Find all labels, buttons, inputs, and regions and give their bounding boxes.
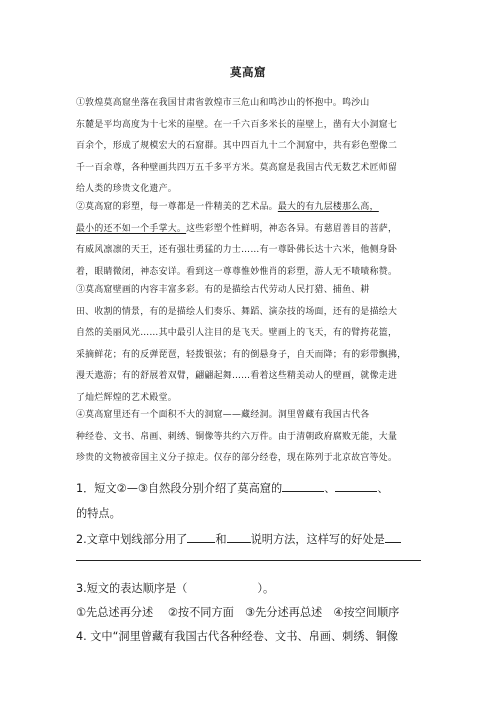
answer-blank-2c[interactable]: [385, 531, 401, 543]
paragraph-line: 自然的美丽风光……其中最引人注目的是飞天。壁画上的飞天，有的臂挎花篮，: [76, 328, 398, 338]
paragraph-line: 给人类的珍贵文化遗产。: [76, 184, 177, 194]
separator: 、: [377, 482, 389, 495]
text-segment: 这些彩塑个性鲜明，神态各异。有慈眉善目的菩萨，: [186, 223, 398, 234]
answer-blank-2a[interactable]: [187, 531, 215, 543]
page-title: 莫高窟: [230, 65, 266, 79]
paragraph-line: ④莫高窟里还有一个面积不大的洞窟——藏经洞。洞里曾藏有我国古代各: [76, 410, 370, 420]
paragraph-line: 采摘鲜花；有的反弹琵琶，轻拨银弦；有的倒悬身子，自天而降；有的彩带飘拂，: [76, 349, 407, 360]
question-text: 的特点。: [76, 507, 121, 520]
underlined-text: 最大的有九层楼那么高，: [277, 202, 379, 212]
answer-blank-1b[interactable]: [335, 480, 377, 492]
text-segment: ②莫高窟的彩塑，每一尊都是一件精美的艺术品。: [76, 202, 278, 212]
paragraph-line: ③莫高窟壁画的内容丰富多彩。有的是描绘古代劳动人民打猎、捕鱼、耕: [76, 285, 370, 295]
question-text: 说明方法，这样写的好处是: [250, 533, 385, 546]
question-text: 1．短文②—③自然段分别介绍了莫高窟的: [76, 482, 283, 495]
question-3-options: ①先总述再分述 ②按不同方面 ③先分述再总述 ④按空间顺序: [76, 606, 400, 619]
paragraph-line: 千一百余尊，各种壁画共四万五千多平方米。莫高窟是我国古代无数艺术匠师留: [76, 162, 398, 173]
paragraph-line: 有威风凛凛的天王，还有强壮勇猛的力士……有一尊卧佛长达十六米，他侧身卧: [76, 245, 398, 255]
paragraph-line: 东麓是平均高度为十七米的崖壁。在一千六百多米长的崖壁上，凿有大小洞窟七: [76, 119, 398, 130]
paragraph-line: [76, 197, 421, 219]
answer-line-2[interactable]: [76, 560, 421, 561]
separator: 、: [324, 482, 336, 495]
question-text: 2.文章中划线部分用了: [76, 533, 188, 546]
paragraph-2: [76, 197, 421, 283]
answer-blank-1a[interactable]: [282, 480, 324, 492]
paragraph-line: 种经卷、文书、帛画、刺绣、铜像等共约六万件。由于清朝政府腐败无能，大量: [76, 431, 398, 442]
question-text: 和: [215, 533, 227, 546]
question-4: 4. 文中“洞里曾藏有我国古代各种经卷、文书、帛画、刺绣、铜像: [76, 630, 399, 643]
paragraph-1: [76, 93, 421, 201]
answer-blank-2b[interactable]: [227, 531, 251, 543]
paragraph-line: ①敦煌莫高窟坐落在我国甘肃省敦煌市三危山和鸣沙山的怀抱中。鸣沙山: [76, 98, 370, 108]
underlined-text: 最小的还不如一个手掌大。: [76, 223, 187, 234]
question-1-continued: [76, 502, 421, 526]
paragraph-line: 田、收割的情景，有的是描绘人们奏乐、舞蹈、演杂技的场面，还有的是描绘大: [76, 306, 398, 317]
question-text: ）。: [257, 582, 275, 595]
paragraph-line: 百余个，形成了规模宏大的石窟群。其中四百九十二个洞窟中，共有彩色塑像二: [76, 141, 398, 151]
paragraph-4: [76, 405, 421, 470]
paragraph-line: 漫天遨游；有的舒展着双臂，翩翩起舞……看着这些精美动人的壁画，就像走进: [76, 371, 398, 381]
paragraph-line: 了灿烂辉煌的艺术殿堂。: [76, 392, 177, 403]
paragraph-3: [76, 280, 421, 409]
paragraph-line: 着，眼睛微闭，神态安详。看到这一尊尊惟妙惟肖的彩塑，游人无不啧啧称赞。: [76, 266, 398, 277]
paragraph-line: [76, 219, 421, 241]
question-3: [76, 577, 421, 601]
question-2: [76, 528, 421, 552]
question-text: 3.短文的表达顺序是（: [76, 582, 188, 595]
paragraph-line: 珍贵的文物被帝国主义分子掠走。仅存的部分经卷，现在陈列于北京故宫等处。: [76, 453, 398, 463]
question-1: [76, 477, 421, 501]
